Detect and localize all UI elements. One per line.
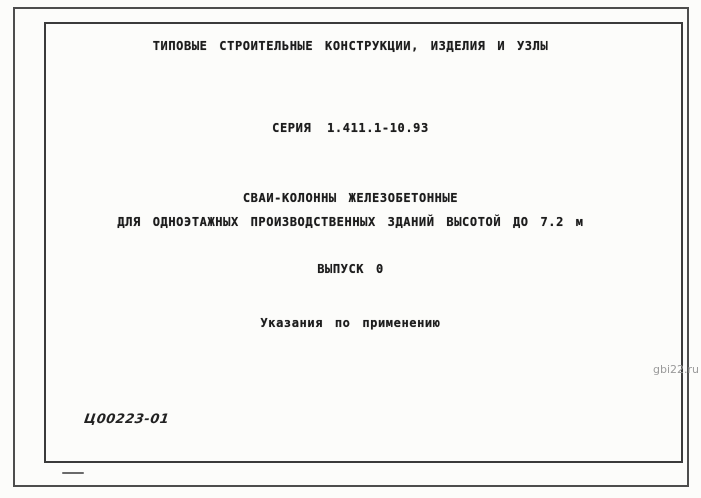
document-title-line-2: ДЛЯ ОДНОЭТАЖНЫХ ПРОИЗВОДСТВЕННЫХ ЗДАНИЙ ВЫСОТОЙ ДО 7.2 м (117, 215, 584, 229)
document-classification-header: ТИПОВЫЕ СТРОИТЕЛЬНЫЕ КОНСТРУКЦИИ, ИЗДЕЛИЯ И УЗЛЫ (152, 39, 549, 53)
inner-border-frame (44, 22, 683, 463)
site-watermark: gbi22.ru (653, 363, 700, 376)
series-number: СЕРИЯ 1.411.1-10.93 (272, 121, 429, 135)
document-subtitle: Указания по применению (260, 316, 441, 330)
handwritten-inventory-code: Ц00223-01 (82, 412, 171, 427)
document-title-line-1: СВАИ-КОЛОННЫ ЖЕЛЕЗОБЕТОННЫЕ (242, 191, 459, 205)
scan-artifact-dash (62, 472, 84, 474)
issue-number: ВЫПУСК 0 (317, 262, 384, 276)
